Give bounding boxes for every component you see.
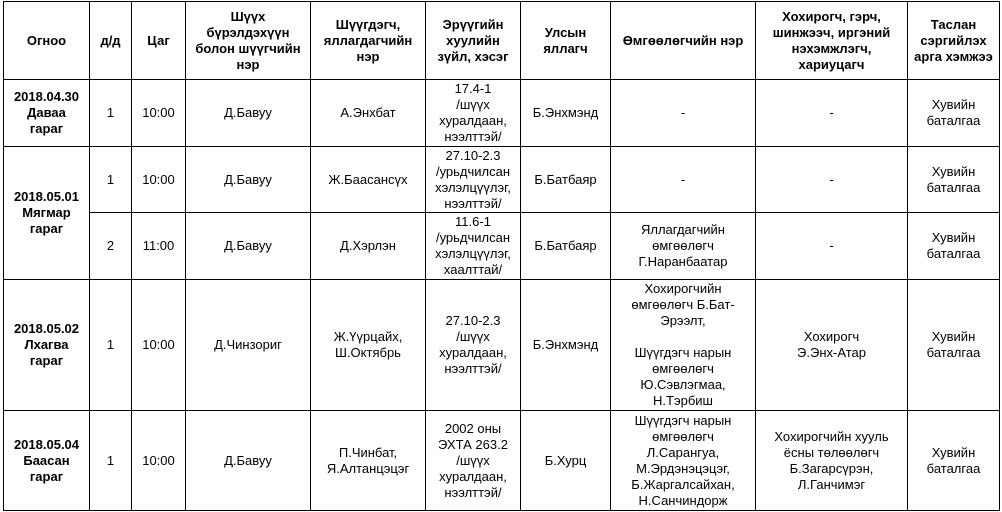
table-row [4,411,1000,511]
header-measure: Таслан сэргийлэх арга хэмжээ [908,2,1000,80]
judge-cell: Д.Бавуу [186,411,311,511]
victim-cell: - [756,80,908,147]
prosecutor-cell: Б.Батбаяр [521,213,611,280]
article-cell: 11.6-1 /урьдчилсан хэлэлцүүлэг, хаалттай/ [426,213,521,280]
time-cell: 10:00 [132,411,186,511]
court-schedule-table [3,1,1000,511]
header-no: д/д [90,2,132,80]
article-cell: 27.10-2.3 /урьдчилсан хэлэлцүүлэг, нээлттэй/ [426,147,521,213]
judge-cell: Д.Бавуу [186,147,311,213]
time-cell: 10:00 [132,280,186,411]
table-row [4,213,1000,280]
victim-cell: Хохирогч Э.Энх-Атар [756,280,908,411]
defendant-cell: Ж.Үүрцайх, Ш.Октябрь [311,280,426,411]
measure-cell: Хувийн баталгаа [908,80,1000,147]
prosecutor-cell: Б.Батбаяр [521,147,611,213]
header-row [4,2,1000,80]
measure-cell: Хувийн баталгаа [908,280,1000,411]
header-date: Огноо [4,2,90,80]
header-defendant: Шүүгдэгч, яллагдагчийн нэр [311,2,426,80]
time-cell: 10:00 [132,147,186,213]
advocate-cell: Шүүгдэгч нарын өмгөөлөгч Л.Сарангуа, М.Эрдэнэцэцэг, Б.Жаргалсайхан, Н.Санчиндорж [611,411,756,511]
victim-cell: - [756,213,908,280]
defendant-cell: А.Энхбат [311,80,426,147]
advocate-cell: Хохирогчийн өмгөөлөгч Б.Бат- Эрээлт, Шүүгдэгч нарын өмгөөлөгч Ю.Сэвлэгмаа, Н.Тэрбиш [611,280,756,411]
article-cell: 2002 оны ЭХТА 263.2 /шүүх хуралдаан, нээлттэй/ [426,411,521,511]
victim-cell: - [756,147,908,213]
judge-cell: Д.Бавуу [186,80,311,147]
date-cell: 2018.05.01 Мягмар гараг [4,147,90,280]
time-cell: 11:00 [132,213,186,280]
article-cell: 27.10-2.3 /шүүх хуралдаан, нээлттэй/ [426,280,521,411]
measure-cell: Хувийн баталгаа [908,147,1000,213]
judge-cell: Д.Бавуу [186,213,311,280]
defendant-cell: П.Чинбат, Я.Алтанцэцэг [311,411,426,511]
date-cell: 2018.05.04 Баасан гараг [4,411,90,511]
defendant-cell: Ж.Баасансүх [311,147,426,213]
no-cell: 1 [90,280,132,411]
no-cell: 2 [90,213,132,280]
measure-cell: Хувийн баталгаа [908,213,1000,280]
table-row [4,147,1000,213]
measure-cell: Хувийн баталгаа [908,411,1000,511]
prosecutor-cell: Б.Энхмэнд [521,80,611,147]
no-cell: 1 [90,80,132,147]
prosecutor-cell: Б.Хурц [521,411,611,511]
time-cell: 10:00 [132,80,186,147]
no-cell: 1 [90,411,132,511]
prosecutor-cell: Б.Энхмэнд [521,280,611,411]
date-cell: 2018.04.30 Даваа гараг [4,80,90,147]
table-row [4,80,1000,147]
advocate-cell: Яллагдагчийн өмгөөлөгч Г.Наранбаатар [611,213,756,280]
no-cell: 1 [90,147,132,213]
date-cell: 2018.05.02 Лхагва гараг [4,280,90,411]
header-advocate: Өмгөөлөгчийн нэр [611,2,756,80]
header-victim: Хохирогч, гэрч, шинжээч, иргэний нэхэмжлэгч, хариуцагч [756,2,908,80]
judge-cell: Д.Чинзориг [186,280,311,411]
victim-cell: Хохирогчийн хууль ёсны төлөөлөгч Б.Загарсүрэн, Л.Ганчимэг [756,411,908,511]
advocate-cell: - [611,80,756,147]
article-cell: 17.4-1 /шүүх хуралдаан, нээлттэй/ [426,80,521,147]
header-time: Цаг [132,2,186,80]
header-prosecutor: Улсын яллагч [521,2,611,80]
table-row [4,280,1000,411]
advocate-cell: - [611,147,756,213]
header-article: Эрүүгийн хуулийн зүйл, хэсэг [426,2,521,80]
header-judge: Шүүх бүрэлдэхүүн болон шүүгчийн нэр [186,2,311,80]
defendant-cell: Д.Хэрлэн [311,213,426,280]
